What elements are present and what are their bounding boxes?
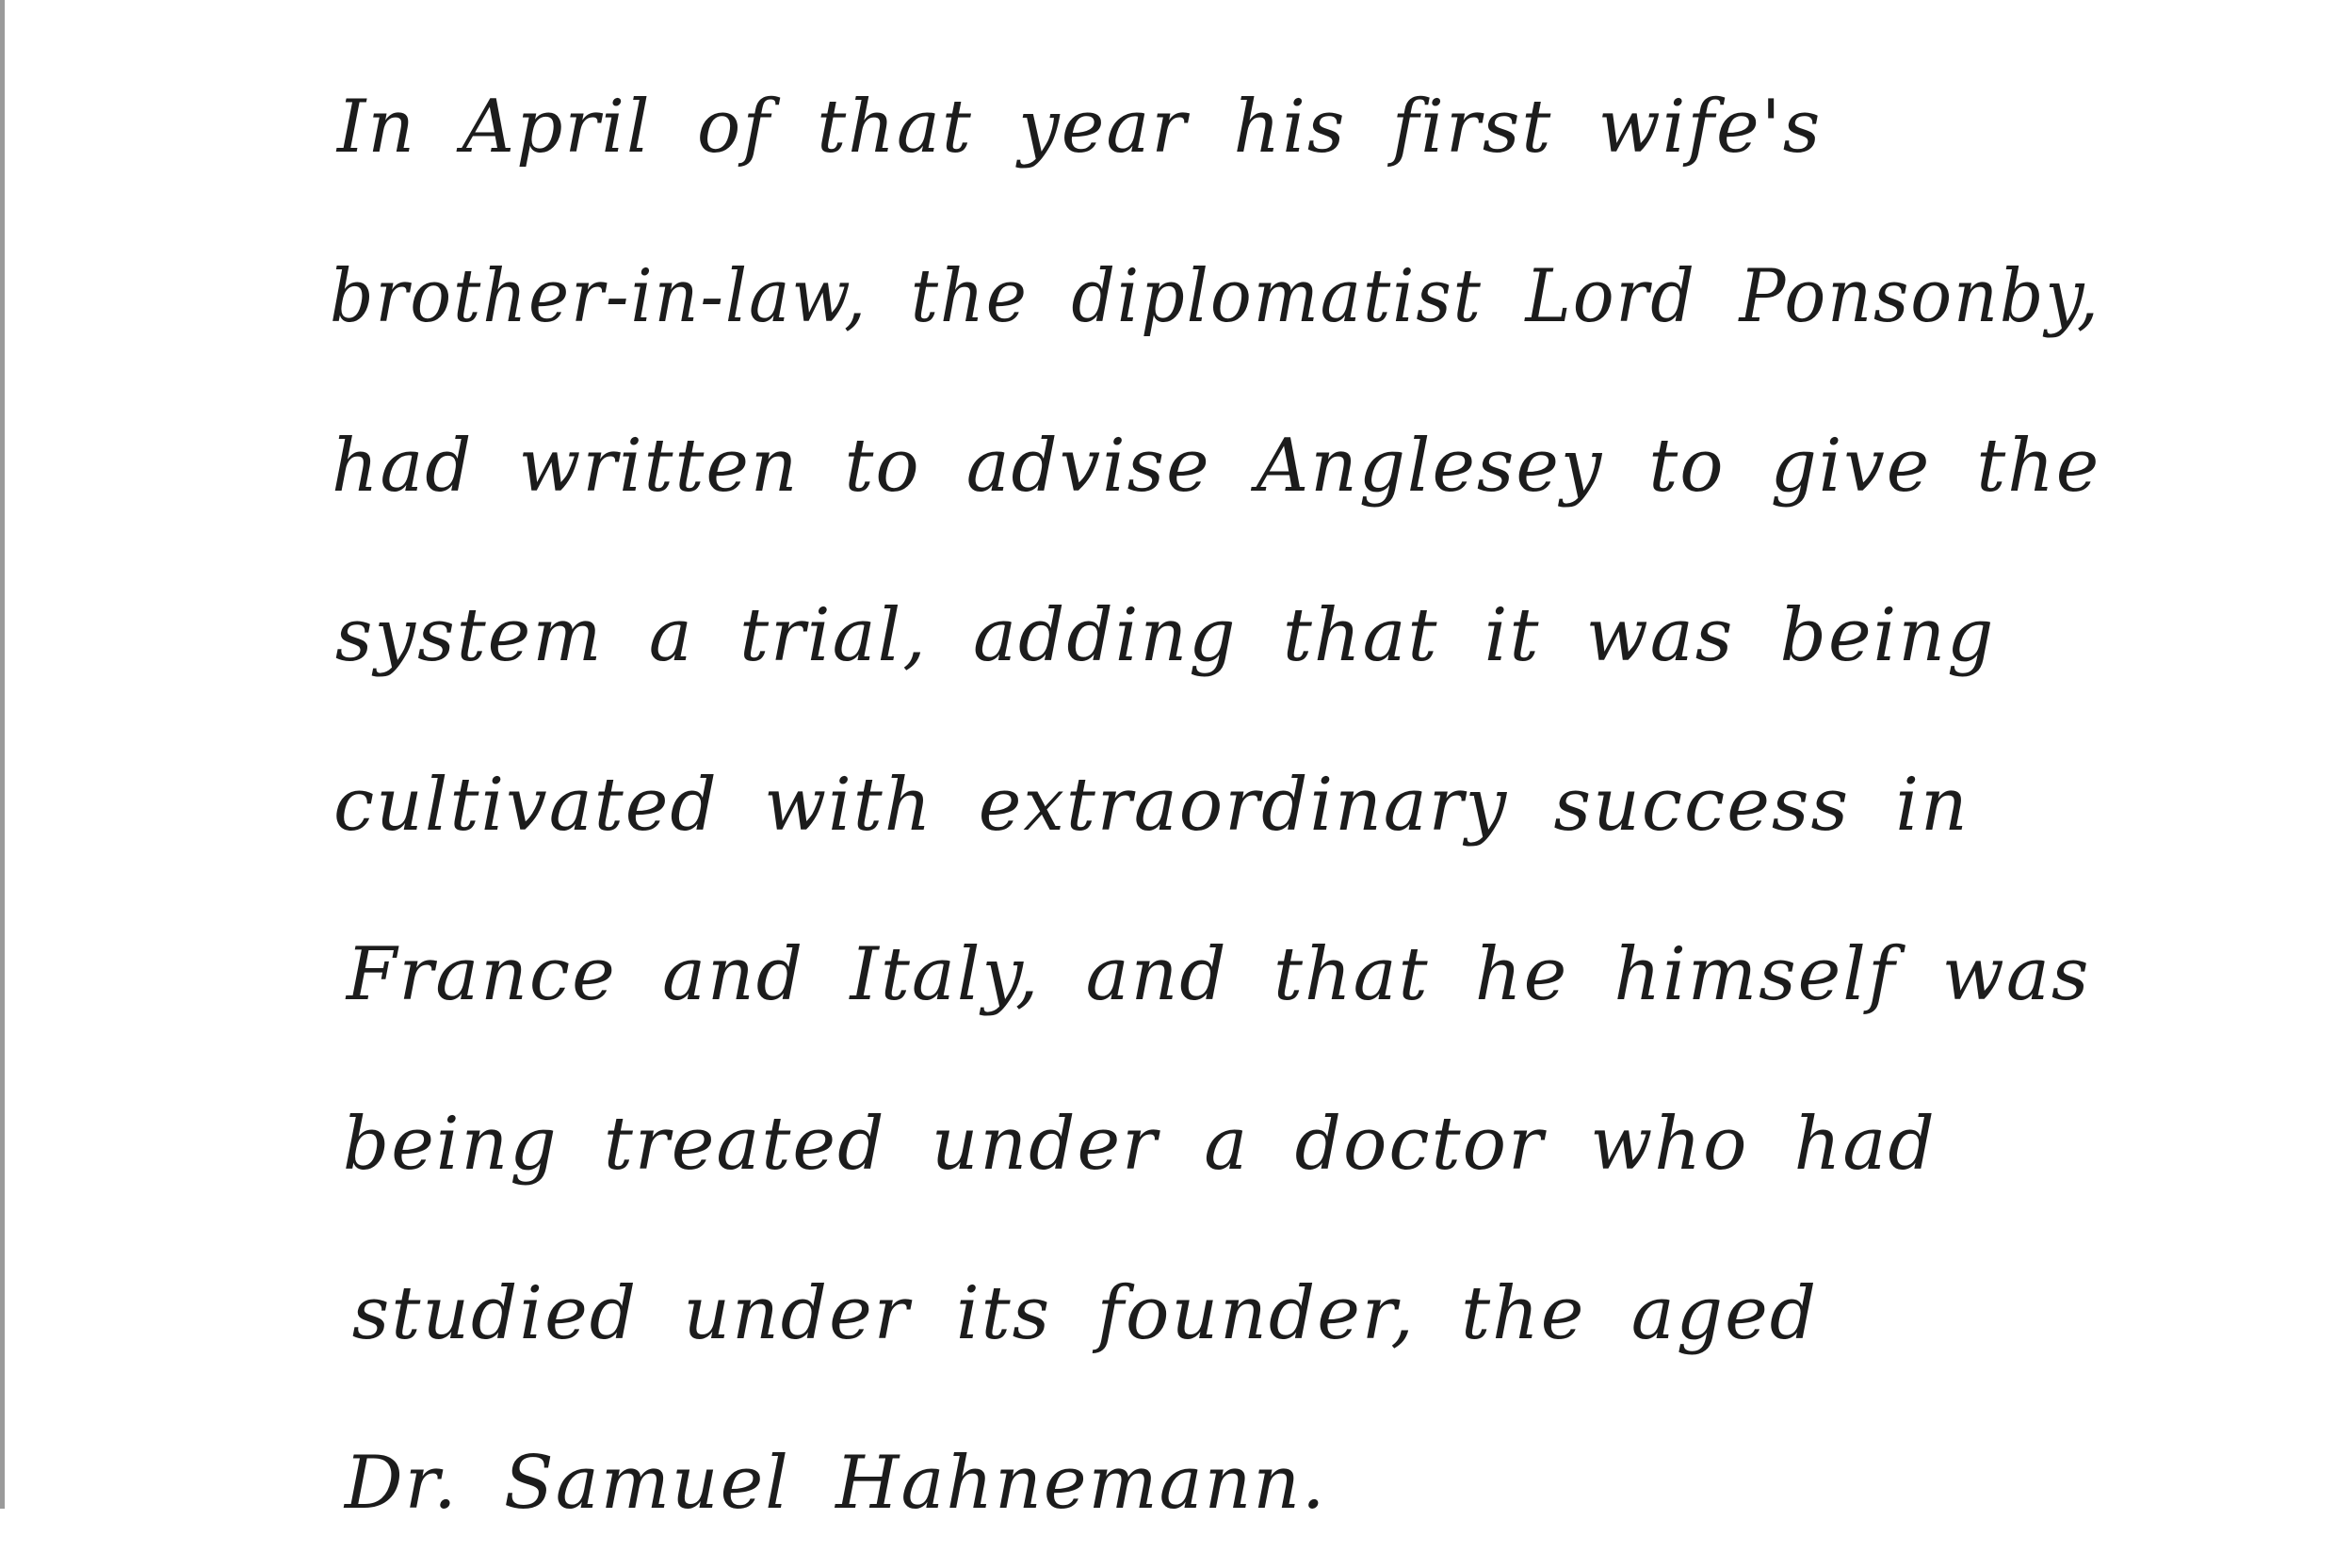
scan-left-edge bbox=[0, 0, 5, 1509]
handwritten-line-4: system a trial, adding that it was being bbox=[334, 593, 1996, 678]
handwritten-line-5: cultivated with extraordinary success in bbox=[332, 763, 1970, 848]
handwritten-line-8: studied under its founder, the aged bbox=[351, 1271, 1819, 1356]
handwritten-line-7: being treated under a doctor who had bbox=[342, 1102, 1937, 1187]
handwritten-line-9: Dr. Samuel Hahnemann. bbox=[344, 1441, 1327, 1526]
handwritten-line-6: France and Italy, and that he himself was bbox=[346, 932, 2091, 1017]
handwritten-line-1: In April of that year his first wife's bbox=[336, 85, 1823, 170]
handwritten-line-2: brother-in-law, the diplomatist Lord Ponsonby, bbox=[330, 254, 2100, 339]
handwritten-line-3: had written to advise Anglesey to give the bbox=[331, 424, 2101, 509]
handwritten-text-block bbox=[330, 42, 2119, 1568]
